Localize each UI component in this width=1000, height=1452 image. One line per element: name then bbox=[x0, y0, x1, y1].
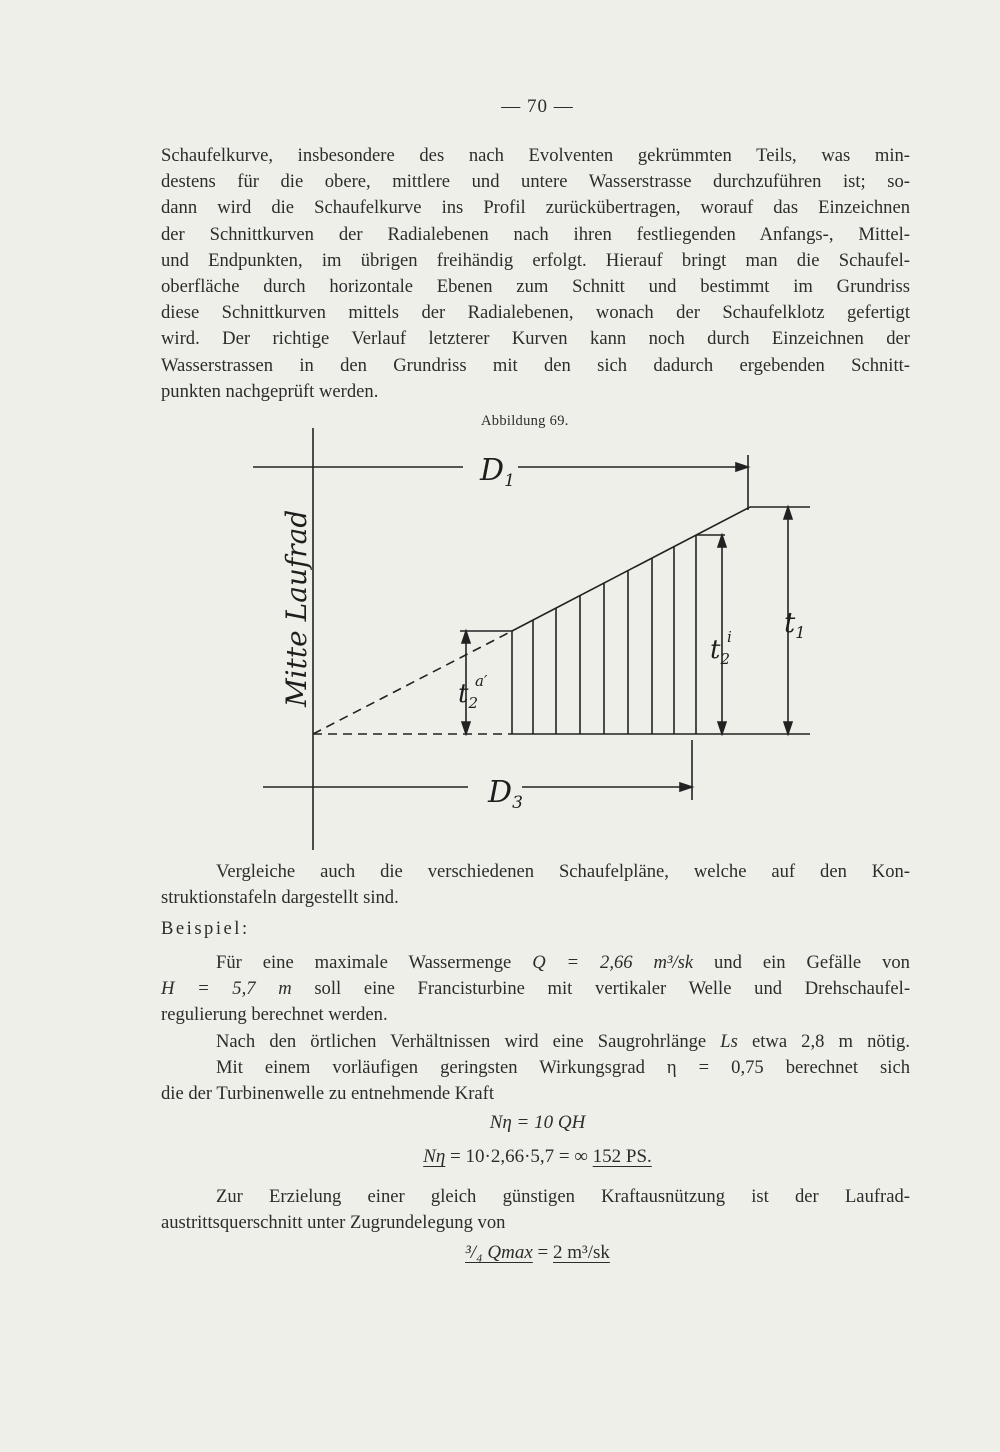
label-t2a: $t_2a'$ bbox=[458, 672, 488, 712]
text-line: H = 5,7 m soll eine Francisturbine mit vertikaler Welle und Drehschaufel- bbox=[161, 978, 911, 1000]
text-line: die der Turbinenwelle zu entnehmende Kraft bbox=[161, 1082, 495, 1104]
t1-arrow-up bbox=[784, 507, 792, 519]
formula-n-eta: Nη = 10 QH bbox=[489, 1112, 586, 1133]
text-line: Schaufelkurve, insbesondere des nach Evolventen gekrümmten Teils, was min- bbox=[161, 145, 910, 166]
d1-arrow bbox=[736, 463, 748, 471]
paragraph-schaufelkurve bbox=[161, 143, 910, 405]
t2i-arrow-up bbox=[718, 535, 726, 547]
page-number: — 70 — bbox=[501, 96, 574, 117]
label-d1: $D_1$ bbox=[480, 453, 515, 491]
figure-caption: Abbildung 69. bbox=[481, 413, 569, 429]
t1-arrow-down bbox=[784, 722, 792, 734]
text-line: Wasserstrassen in den Grundriss mit den sich dadurch ergebenden Schnitt- bbox=[161, 354, 910, 376]
text-line: der Schnittkurven der Radialebenen nach ihren festliegenden Anfangs-, Mittel- bbox=[161, 223, 910, 245]
t2i-arrow-down bbox=[718, 722, 726, 734]
label-t1: $t_1$ bbox=[784, 606, 806, 642]
label-d3: $D_3$ bbox=[488, 775, 523, 813]
paragraph-kraftausnutzung bbox=[161, 1184, 910, 1236]
text-line: austrittsquerschnitt unter Zugrundelegung von bbox=[161, 1212, 506, 1234]
formula-n-eta-value: Nη = 10·2,66·5,7 = ∞ 152 PS. bbox=[423, 1146, 652, 1167]
text-line: Für eine maximale Wassermenge Q = 2,66 m³/sk und ein Gefälle von bbox=[216, 952, 910, 973]
heading-beispiel: Beispiel: bbox=[161, 918, 250, 939]
label-t2i: $t_2i$ bbox=[710, 628, 732, 668]
schaufel-diagram bbox=[250, 420, 830, 860]
text-line: struktionstafeln dargestellt sind. bbox=[161, 887, 399, 909]
figure-69 bbox=[250, 420, 830, 860]
slope-solid bbox=[512, 507, 750, 631]
formula-q-max: ³/₄ Qmax = 2 m³/sk bbox=[465, 1242, 610, 1263]
paragraph-beispiel bbox=[161, 950, 910, 1107]
text-line: diese Schnittkurven mittels der Radialebenen, wonach der Schaufelklotz gefertigt bbox=[161, 302, 910, 324]
text-line: oberfläche durch horizontale Ebenen zum Schnitt und bestimmt im Grundriss bbox=[161, 275, 910, 297]
d3-arrow bbox=[680, 783, 692, 791]
label-mitte-laufrad: Mitte Laufrad bbox=[280, 509, 313, 707]
text-line: und Endpunkten, im übrigen freihändig erfolgt. Hierauf bringt man die Schaufel- bbox=[161, 249, 910, 271]
text-line: Nach den örtlichen Verhältnissen wird eine Saugrohrlänge Ls etwa 2,8 m nötig. bbox=[216, 1030, 910, 1052]
text-line: regulierung berechnet werden. bbox=[161, 1004, 388, 1026]
text-line: Vergleiche auch die verschiedenen Schaufelpläne, welche auf den Kon- bbox=[216, 861, 910, 882]
text-line: punkten nachgeprüft werden. bbox=[161, 380, 379, 402]
text-line: destens für die obere, mittlere und untere Wasserstrasse durchzuführen ist; so- bbox=[161, 171, 910, 193]
text-line: Zur Erzielung einer gleich günstigen Kraftausnützung ist der Laufrad- bbox=[216, 1186, 910, 1207]
t2a-arrow-up bbox=[462, 631, 470, 643]
text-line: Mit einem vorläufigen geringsten Wirkungsgrad η = 0,75 berechnet sich bbox=[216, 1056, 910, 1078]
text-line: dann wird die Schaufelkurve ins Profil zurückübertragen, worauf das Einzeichnen bbox=[161, 197, 910, 219]
text-line: wird. Der richtige Verlauf letzterer Kurven kann noch durch Einzeichnen der bbox=[161, 328, 910, 350]
t2a-arrow-down bbox=[462, 722, 470, 734]
paragraph-vergleiche bbox=[161, 859, 910, 911]
